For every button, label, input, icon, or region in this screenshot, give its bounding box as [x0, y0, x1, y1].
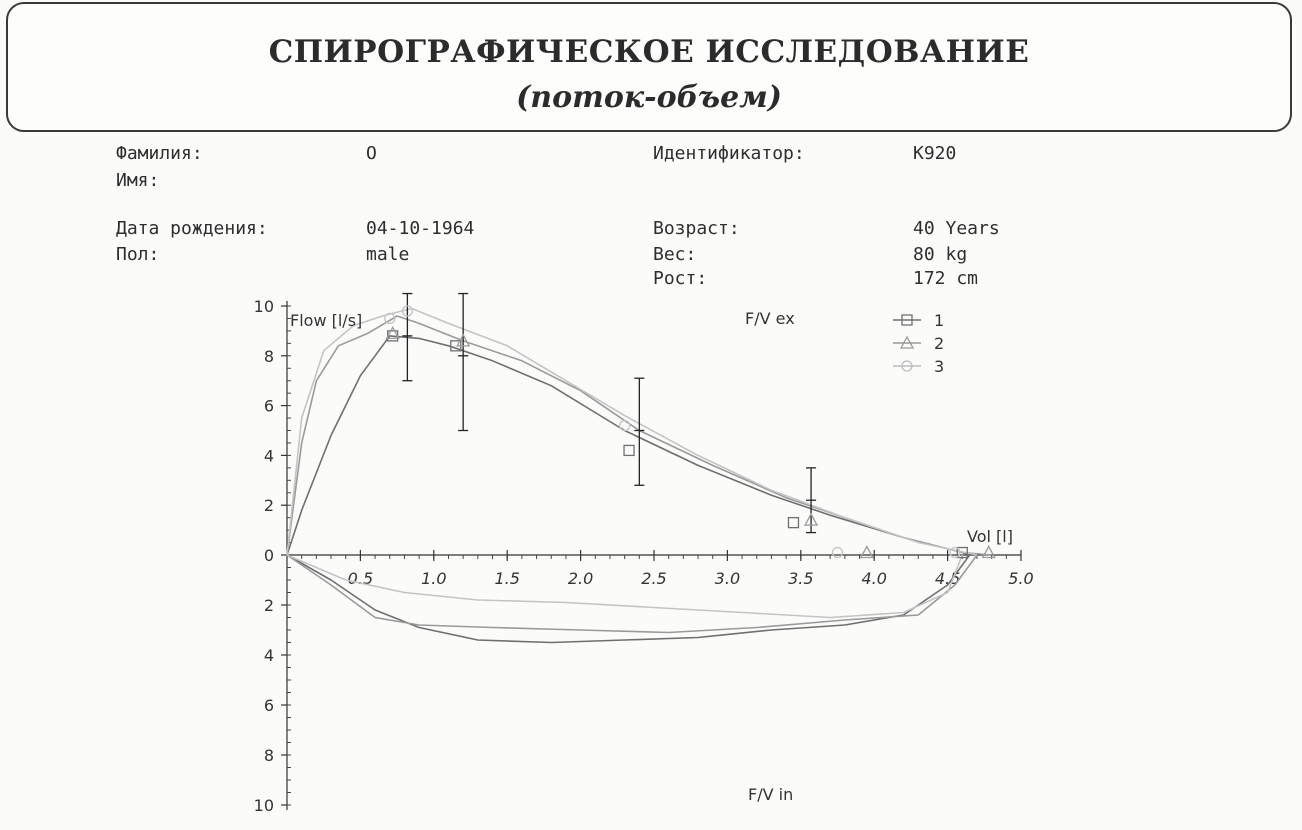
series-2-marker — [983, 547, 995, 558]
series-1-marker — [624, 445, 634, 455]
y-tick-label-expiration: 8 — [263, 346, 274, 366]
x-tick-label: 2.0 — [567, 569, 594, 588]
surname-value: О — [366, 143, 377, 164]
report-subtitle: (поток-объем) — [516, 80, 782, 115]
height-label: Рост: — [653, 268, 708, 289]
y-tick-label-inspiration: 10 — [253, 796, 274, 815]
legend — [893, 311, 944, 376]
y-tick-label-expiration: 0 — [263, 546, 274, 565]
series-3-marker — [950, 548, 960, 558]
y-tick-label-expiration: 10 — [253, 297, 274, 316]
y-tick-label-expiration: 4 — [263, 446, 274, 466]
x-tick-label: 3.0 — [714, 569, 741, 588]
x-tick-label: 5.0 — [1008, 569, 1034, 588]
dob-label: Дата рождения: — [116, 218, 268, 239]
weight-value: 80 kg — [913, 244, 968, 265]
series-3-marker — [833, 548, 843, 558]
x-tick-label: 1.0 — [421, 569, 447, 588]
series-3-marker — [620, 421, 630, 431]
series-2-marker — [861, 547, 873, 558]
age-label: Возраст: — [653, 218, 740, 239]
series-1-marker — [788, 518, 798, 528]
y-ticks-inspiration — [254, 596, 287, 815]
x-tick-label: 4.0 — [861, 569, 887, 588]
y-tick-label-expiration: 6 — [263, 396, 274, 416]
y-tick-label-inspiration: 6 — [263, 696, 274, 715]
x-tick-label: 1.5 — [494, 569, 520, 588]
y-tick-label-inspiration: 2 — [263, 596, 274, 615]
surname-label: Фамилия: — [116, 143, 203, 164]
y-axis-label: Flow [l/s] — [290, 311, 363, 330]
dob-value: 04-10-1964 — [366, 218, 475, 239]
y-tick-label-inspiration: 4 — [263, 646, 274, 665]
height-value: 172 cm — [913, 268, 979, 289]
sex-label: Пол: — [116, 244, 160, 265]
y-tick-label-expiration: 2 — [263, 496, 274, 516]
y-tick-label-inspiration: 8 — [263, 746, 274, 765]
series-3-expiration-line — [287, 309, 977, 556]
x-tick-label: 0.5 — [347, 569, 374, 588]
legend-label-2: 2 — [934, 334, 945, 353]
legend-label-3: 3 — [934, 357, 945, 376]
weight-label: Вес: — [653, 244, 697, 265]
expiration-label: F/V ex — [745, 309, 795, 328]
age-value: 40 Years — [913, 218, 1000, 239]
x-tick-label: 3.5 — [788, 569, 814, 588]
legend-label-1: 1 — [934, 311, 945, 330]
x-axis-label: Vol [l] — [967, 527, 1013, 546]
report-title: СПИРОГРАФИЧЕСКОЕ ИССЛЕДОВАНИЕ — [268, 34, 1030, 70]
inspiration-label: F/V in — [748, 785, 794, 804]
x-ticks — [348, 550, 1034, 588]
id-value: К920 — [913, 143, 957, 164]
sex-value: male — [366, 244, 410, 265]
name-label: Имя: — [116, 170, 160, 191]
y-ticks-expiration — [254, 297, 287, 565]
x-tick-label: 2.5 — [641, 569, 667, 588]
x-tick-label: 4.5 — [934, 569, 961, 588]
id-label: Идентификатор: — [653, 143, 805, 164]
